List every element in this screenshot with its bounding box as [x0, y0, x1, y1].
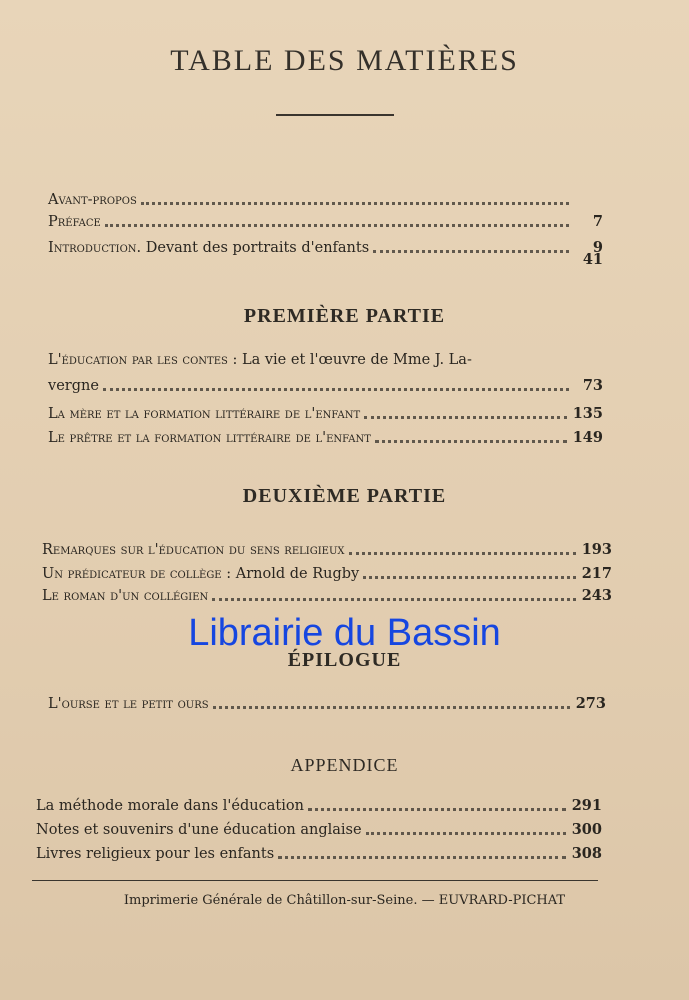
leader-dots — [212, 588, 575, 601]
printer-imprint: Imprimerie Générale de Châtillon-sur-Seine. — EUVRARD-PICHAT — [123, 893, 566, 908]
entry-label: Le prêtre et la formation littéraire de l'enfant — [48, 430, 371, 446]
leader-dots — [105, 214, 569, 227]
entry-label-extra: La vie et l'œuvre de Mme J. La- — [241, 352, 472, 368]
entry-label — [48, 378, 99, 394]
leader-dots — [364, 406, 567, 419]
toc-entry — [48, 372, 603, 394]
entry-label: La méthode morale dans l'éducation — [36, 798, 304, 814]
entry-label: Le roman d'un collégien — [42, 588, 209, 604]
page-title: TABLE DES MATIÈRES — [170, 44, 519, 77]
toc-entry — [42, 582, 612, 604]
entry-label: Un prédicateur de collège : Arnold de Rugby — [42, 566, 360, 582]
entry-page: 41 — [582, 251, 603, 268]
part-heading: ÉPILOGUE — [287, 649, 402, 671]
leader-dots — [278, 846, 566, 859]
entry-label-extra: Arnold de Rugby — [235, 566, 360, 582]
toc-entry — [36, 816, 602, 838]
part-heading: DEUXIÈME PARTIE — [242, 485, 447, 507]
leader-dots — [103, 378, 569, 391]
toc-entry — [48, 186, 603, 208]
entry-label: Remarques sur l'éducation du sens religieux — [42, 542, 345, 558]
toc-entry — [42, 560, 612, 582]
entry-page: 308 — [571, 845, 602, 862]
entry-page: 9 — [592, 239, 603, 256]
toc-entry — [36, 840, 602, 862]
entry-label: Introduction. Devant des portraits d'enfants — [48, 240, 370, 256]
entry-label: Avant-propos — [48, 192, 137, 208]
entry-page: 135 — [572, 405, 603, 422]
entry-label: Livres religieux pour les enfants — [36, 846, 275, 862]
toc-entry — [48, 208, 603, 230]
leader-dots — [308, 798, 566, 811]
watermark-text: Librairie du Bassin — [188, 612, 501, 654]
entry-label: La mère et la formation littéraire de l'enfant — [48, 406, 361, 422]
entry-label: L'éducation par les contes : La vie et l'œuvre de Mme J. La- — [48, 352, 472, 368]
toc-entry — [48, 400, 603, 422]
entry-page: 7 — [592, 213, 603, 230]
entry-label: L'ourse et le petit ours — [48, 696, 209, 712]
entry-page: 273 — [575, 695, 606, 712]
toc-entry — [48, 346, 603, 368]
entry-page: 300 — [571, 821, 602, 838]
entry-label-extra: vergne — [48, 378, 99, 394]
entry-page: 243 — [581, 587, 612, 604]
toc-entry — [48, 690, 606, 712]
entry-label: Préface — [48, 214, 101, 230]
footer-rule — [32, 880, 598, 881]
entry-label-extra: Devant des portraits d'enfants — [145, 240, 370, 256]
part-heading: PREMIÈRE PARTIE — [243, 305, 446, 327]
toc-entry — [48, 246, 603, 268]
entry-page: 73 — [582, 377, 603, 394]
title-underline — [276, 114, 394, 116]
entry-page: 217 — [581, 565, 612, 582]
toc-entry — [48, 424, 603, 446]
entry-label: Notes et souvenirs d'une éducation anglaise — [36, 822, 362, 838]
entry-page: 291 — [571, 797, 602, 814]
toc-entry — [42, 536, 612, 558]
part-heading: APPENDICE — [290, 755, 399, 775]
leader-dots — [363, 566, 576, 579]
entry-page: 193 — [581, 541, 612, 558]
leader-dots — [366, 822, 566, 835]
leader-dots — [349, 542, 576, 555]
entry-page: 149 — [572, 429, 603, 446]
leader-dots — [213, 696, 570, 709]
leader-dots — [375, 430, 567, 443]
toc-entry — [36, 792, 602, 814]
leader-dots — [141, 192, 569, 205]
